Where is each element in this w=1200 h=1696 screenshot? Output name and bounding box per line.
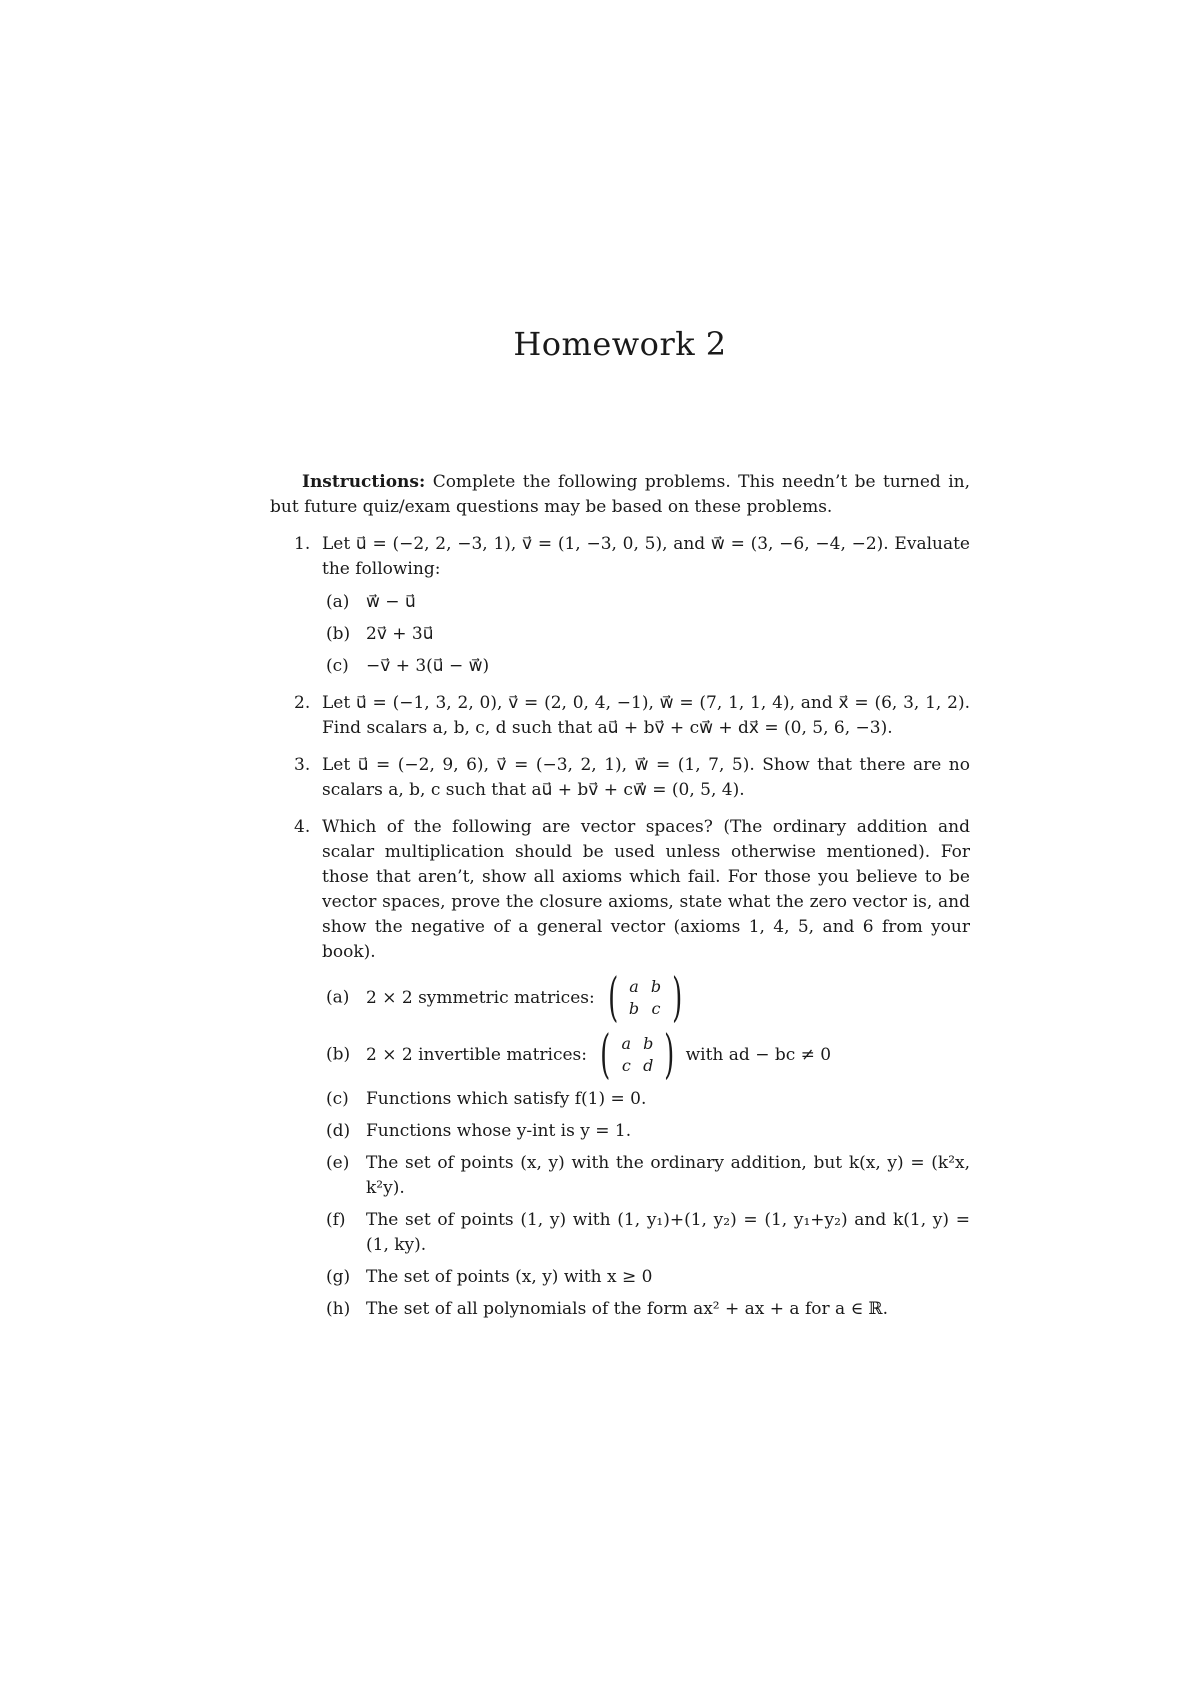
part-item xyxy=(322,1087,970,1112)
instructions-text: Complete the following problems. This needn’t be turned in, but future quiz/exam questions may be based on these problems. xyxy=(270,472,970,517)
part-item xyxy=(322,1119,970,1144)
problem-1-parts xyxy=(322,590,970,679)
left-paren: ( xyxy=(600,1025,611,1085)
page-title: Homework 2 xyxy=(513,325,727,363)
problem-text: Let u⃗ = (−2, 9, 6), v⃗ = (−3, 2, 1), w⃗ = (1, 7, 5). Show that there are no scalars a, b, c such that au⃗ + bv⃗ + cw⃗ = (0, 5, 4). xyxy=(322,755,970,800)
part-item xyxy=(322,622,970,647)
part-label: (c) xyxy=(326,656,349,676)
part-text: 2 × 2 symmetric matrices: xyxy=(366,987,595,1008)
part-item xyxy=(322,968,970,1028)
part-label: (d) xyxy=(326,1121,351,1141)
part-label: (g) xyxy=(326,1267,351,1287)
matrix-entries xyxy=(615,1033,659,1077)
part-label: (a) xyxy=(326,987,350,1008)
part-item xyxy=(322,1151,970,1201)
matrix-entry: a xyxy=(621,1034,632,1053)
part-item xyxy=(322,1208,970,1258)
instructions-label: Instructions: xyxy=(302,472,426,492)
part-label: (e) xyxy=(326,1153,350,1173)
matrix-entry: c xyxy=(651,999,661,1018)
problem-4 xyxy=(270,815,970,1322)
part-text: 2v⃗ + 3u⃗ xyxy=(366,624,434,644)
problem-number: 4. xyxy=(294,817,311,837)
left-paren: ( xyxy=(607,968,618,1028)
part-text: Functions whose y-int is y = 1. xyxy=(366,1121,632,1141)
part-item xyxy=(322,1265,970,1290)
right-paren: ) xyxy=(672,968,683,1028)
problem-number: 2. xyxy=(294,693,311,713)
part-label: (a) xyxy=(326,592,350,612)
problem-number: 3. xyxy=(294,755,311,775)
part-text: The set of points (1, y) with (1, y₁)+(1, y₂) = (1, y₁+y₂) and k(1, y) = (1, ky). xyxy=(366,1210,970,1255)
matrix xyxy=(603,968,688,1028)
part-item xyxy=(322,590,970,615)
problem-2 xyxy=(270,691,970,741)
matrix-entry: b xyxy=(628,999,640,1018)
part-label: (b) xyxy=(326,1044,351,1065)
part-text: w⃗ − u⃗ xyxy=(366,592,416,612)
part-item xyxy=(322,1297,970,1322)
part-text: −v⃗ + 3(u⃗ − w⃗) xyxy=(366,656,490,676)
problem-4-parts xyxy=(322,968,970,1322)
matrix-condition: with ad − bc ≠ 0 xyxy=(685,1044,832,1065)
matrix-entry: b xyxy=(643,1034,654,1053)
part-item xyxy=(322,654,970,679)
problem-3 xyxy=(270,753,970,803)
instructions-paragraph xyxy=(270,470,970,520)
part-label: (f) xyxy=(326,1210,346,1230)
matrix-entry: b xyxy=(650,977,662,996)
matrix-entry: c xyxy=(621,1056,631,1075)
part-text: The set of all polynomials of the form ax² + ax + a for a ∈ ℝ. xyxy=(366,1299,889,1319)
matrix xyxy=(595,1025,680,1085)
problem-text: Let u⃗ = (−2, 2, −3, 1), v⃗ = (1, −3, 0, 5), and w⃗ = (3, −6, −4, −2). Evaluate the following: xyxy=(322,534,970,579)
matrix-entries xyxy=(623,976,667,1020)
part-text: The set of points (x, y) with x ≥ 0 xyxy=(366,1267,653,1287)
part-item xyxy=(322,1025,970,1085)
part-label: (h) xyxy=(326,1299,351,1319)
problem-text: Let u⃗ = (−1, 3, 2, 0), v⃗ = (2, 0, 4, −1), w⃗ = (7, 1, 1, 4), and x⃗ = (6, 3, 1, 2). Find scalars a, b, c, d such that au⃗ + bv⃗ + cw⃗ + dx⃗ = (0, 5, 6, −3). xyxy=(322,693,970,738)
problem-number: 1. xyxy=(294,534,311,554)
part-label: (b) xyxy=(326,624,351,644)
matrix-entry: d xyxy=(643,1056,654,1075)
right-paren: ) xyxy=(664,1025,675,1085)
document-body xyxy=(270,470,970,1334)
problem-1 xyxy=(270,532,970,679)
problem-text: Which of the following are vector spaces? (The ordinary addition and scalar multiplication should be used unless otherwise mentioned). For those that aren’t, show all axioms which fail. For those you believe to be vector spaces, prove the closure axioms, state what the zero vector is, and show the negative of a general vector (axioms 1, 4, 5, and 6 from your book). xyxy=(322,817,970,962)
part-label: (c) xyxy=(326,1089,349,1109)
part-text: 2 × 2 invertible matrices: xyxy=(366,1044,587,1065)
part-text: Functions which satisfy f(1) = 0. xyxy=(366,1089,647,1109)
matrix-entry: a xyxy=(629,977,639,996)
part-text: The set of points (x, y) with the ordinary addition, but k(x, y) = (k²x, k²y). xyxy=(366,1153,970,1198)
